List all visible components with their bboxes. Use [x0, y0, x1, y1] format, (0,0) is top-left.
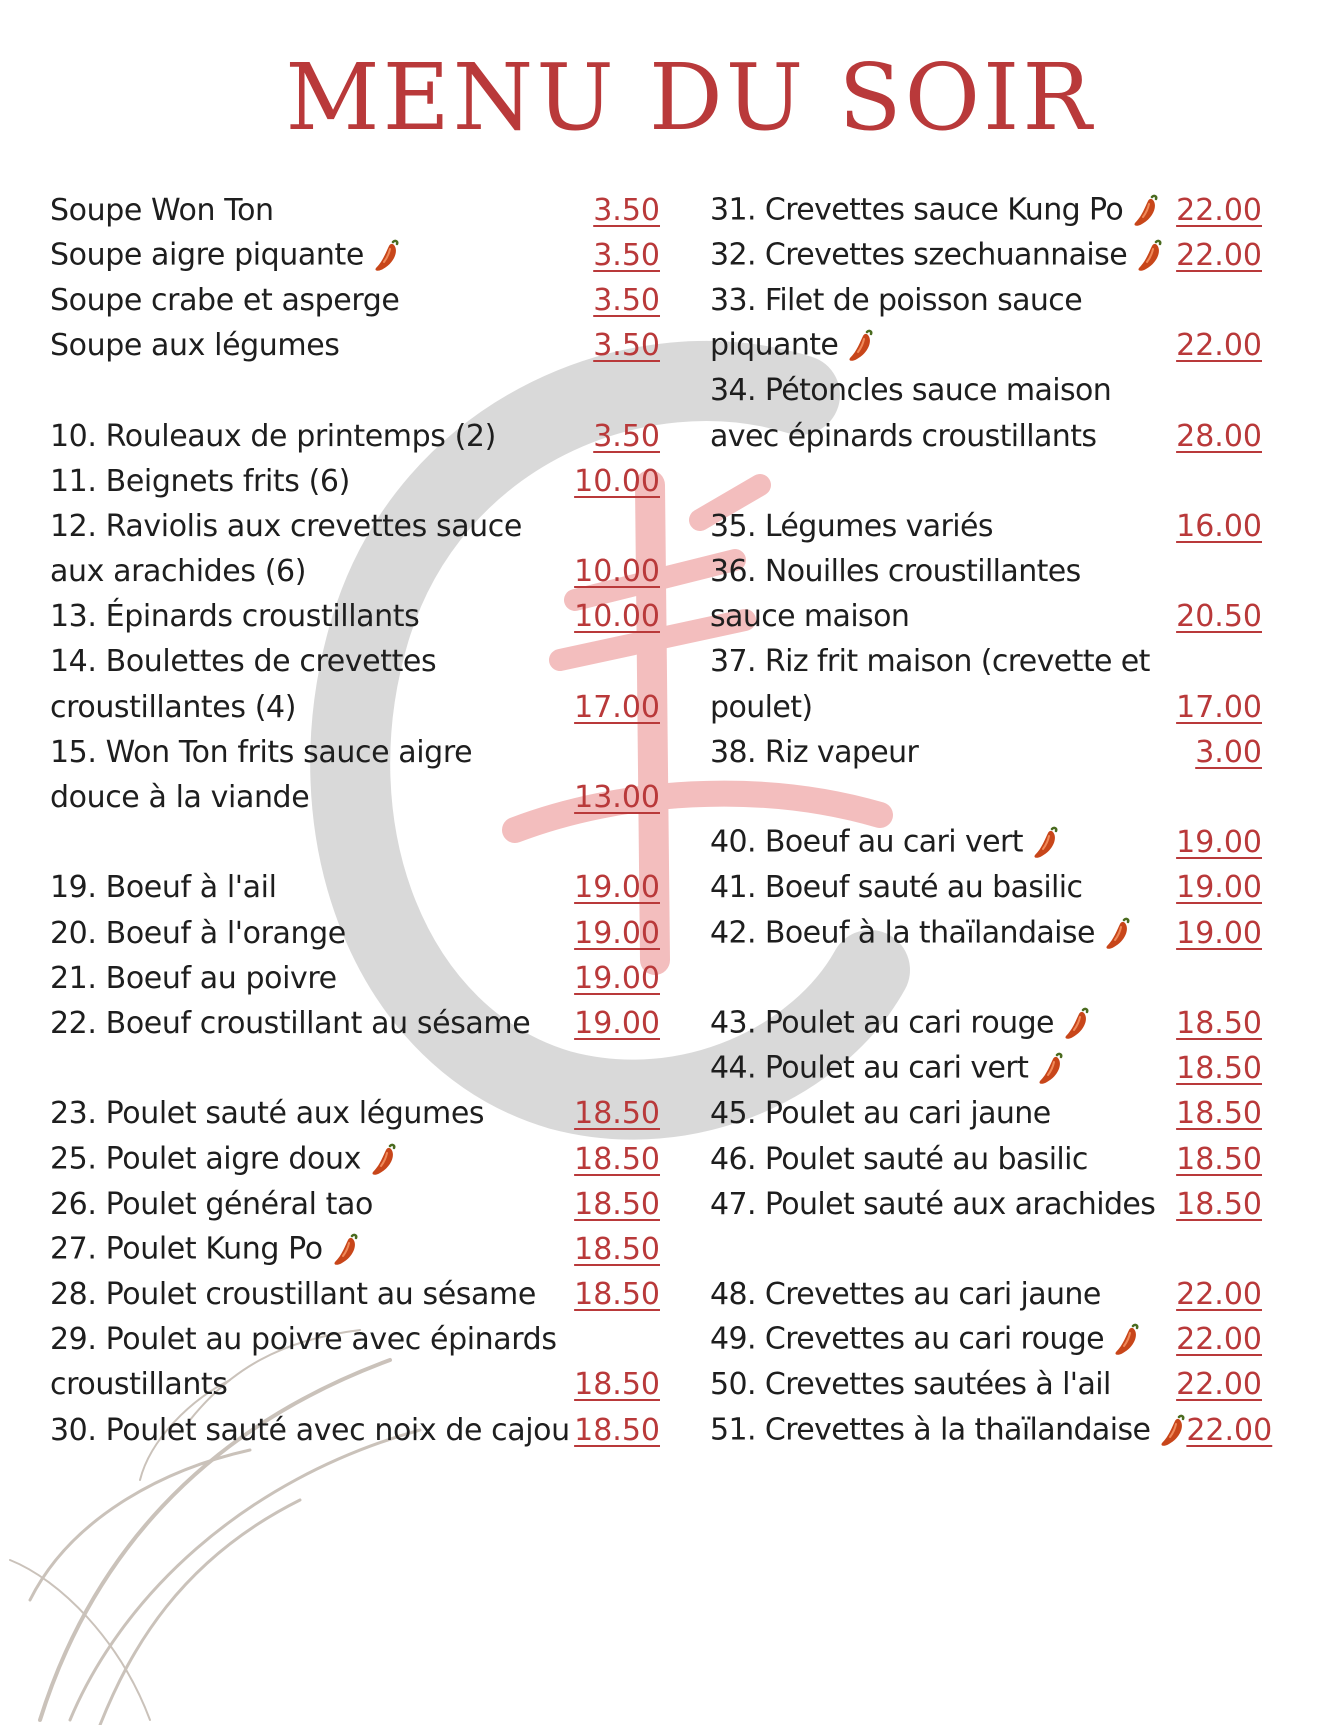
- dish-name-text: 46. Poulet sauté au basilic: [710, 1141, 1088, 1177]
- menu-item-line: [710, 369, 1262, 414]
- dish-price: 18.50: [1176, 1186, 1262, 1222]
- dish-name: [710, 554, 1262, 590]
- dish-name-text: 12. Raviolis aux crevettes sauce: [50, 508, 522, 544]
- dish-name-text: 37. Riz frit maison (crevette et: [710, 644, 1150, 680]
- dish-name: [710, 599, 1176, 635]
- dish-price: 3.50: [593, 418, 660, 454]
- spacer-line: [710, 1227, 1262, 1272]
- menu-item-line: [50, 233, 660, 278]
- spacer-line: [710, 956, 1262, 1001]
- menu-item-line: [710, 1047, 1262, 1092]
- dish-name: [50, 960, 574, 996]
- menu-item-line: [710, 1363, 1262, 1408]
- dish-name: [50, 418, 593, 454]
- dish-name: [50, 1277, 574, 1313]
- dish-name: [50, 1412, 574, 1448]
- menu-item-line: [710, 595, 1262, 640]
- dish-name-text: 19. Boeuf à l'ail: [50, 870, 277, 906]
- dish-price: 19.00: [574, 915, 660, 951]
- menu-item-line: [710, 324, 1262, 369]
- dish-name: [710, 1141, 1176, 1177]
- dish-price: 18.50: [574, 1412, 660, 1448]
- dish-name-text: 10. Rouleaux de printemps (2): [50, 418, 496, 454]
- dish-name: [710, 870, 1176, 906]
- menu-item-line: [50, 775, 660, 820]
- menu-item-line: [710, 1137, 1262, 1182]
- dish-price: 18.50: [1176, 1051, 1262, 1087]
- menu-item-line: [710, 1273, 1262, 1318]
- dish-price: 18.50: [1176, 1096, 1262, 1132]
- dish-price: 19.00: [1176, 870, 1262, 906]
- menu-item-line: [710, 1318, 1262, 1363]
- dish-name: [710, 239, 1176, 273]
- dish-name-text: douce à la viande: [50, 780, 310, 816]
- chili-pepper-icon: [1031, 826, 1059, 860]
- dish-name-text: 27. Poulet Kung Po: [50, 1231, 323, 1267]
- dish-price: 18.50: [574, 1231, 660, 1267]
- menu-item-line: [710, 1182, 1262, 1227]
- dish-price: 19.00: [1176, 825, 1262, 861]
- dish-price: 19.00: [1176, 915, 1262, 951]
- dish-name: [710, 1367, 1176, 1403]
- menu-item-line: [50, 550, 660, 595]
- dish-name-text: croustillantes (4): [50, 689, 297, 725]
- dish-name: [50, 192, 593, 228]
- dish-name: [710, 194, 1176, 228]
- dish-price: 22.00: [1176, 192, 1262, 228]
- menu-item-line: [710, 685, 1262, 730]
- menu-item-line: [50, 1001, 660, 1046]
- dish-name: [50, 282, 593, 318]
- dish-name: [710, 282, 1262, 318]
- dish-price: 18.50: [574, 1141, 660, 1177]
- menu-item-line: [50, 1137, 660, 1182]
- menu-item-line: [50, 278, 660, 323]
- dish-name-text: 47. Poulet sauté aux arachides: [710, 1186, 1156, 1222]
- menu-item-line: [50, 866, 660, 911]
- dish-name: [710, 418, 1176, 454]
- dish-name: [710, 689, 1176, 725]
- dish-name-text: 40. Boeuf au cari vert: [710, 824, 1023, 860]
- menu-item-line: [50, 188, 660, 233]
- menu-item-line: [50, 1092, 660, 1137]
- menu-item-line: [710, 278, 1262, 323]
- dish-name-text: aux arachides (6): [50, 554, 306, 590]
- spacer-line: [710, 459, 1262, 504]
- chili-pepper-icon: [1062, 1007, 1090, 1041]
- dish-price: 22.00: [1176, 237, 1262, 273]
- dish-price: 22.00: [1176, 328, 1262, 364]
- dish-name: [50, 734, 660, 770]
- dish-price: 19.00: [574, 870, 660, 906]
- dish-name: [50, 508, 660, 544]
- chili-pepper-icon: [1135, 239, 1163, 273]
- dish-name-text: 38. Riz vapeur: [710, 734, 919, 770]
- chili-pepper-icon: [1103, 917, 1131, 951]
- dish-price: 3.50: [593, 192, 660, 228]
- dish-name: [50, 780, 574, 816]
- dish-name: [710, 1052, 1176, 1086]
- dish-name-text: 15. Won Ton frits sauce aigre: [50, 734, 473, 770]
- dish-price: 18.50: [574, 1096, 660, 1132]
- menu-item-line: [710, 188, 1262, 233]
- dish-name-text: 42. Boeuf à la thaïlandaise: [710, 915, 1095, 951]
- chili-pepper-icon: [1158, 1414, 1186, 1448]
- dish-name-text: 49. Crevettes au cari rouge: [710, 1321, 1105, 1357]
- dish-name: [50, 1143, 574, 1177]
- dish-price: 18.50: [1176, 1005, 1262, 1041]
- menu-item-line: [710, 911, 1262, 956]
- dish-price: 10.00: [574, 463, 660, 499]
- menu-item-line: [50, 504, 660, 549]
- dish-name: [50, 1096, 574, 1132]
- dish-name-text: 41. Boeuf sauté au basilic: [710, 870, 1083, 906]
- menu-item-line: [710, 1408, 1273, 1453]
- spacer-line: [50, 1047, 660, 1092]
- menu-item-line: [50, 1363, 660, 1408]
- dish-name-text: 43. Poulet au cari rouge: [710, 1005, 1054, 1041]
- chili-pepper-icon: [1112, 1323, 1140, 1357]
- dish-name: [710, 644, 1262, 680]
- menu-item-line: [50, 911, 660, 956]
- dish-name: [710, 734, 1195, 770]
- dish-name-text: piquante: [710, 327, 839, 363]
- dish-name: [50, 599, 574, 635]
- dish-name-text: poulet): [710, 689, 813, 725]
- menu-item-line: [50, 640, 660, 685]
- chili-pepper-icon: [369, 1143, 397, 1177]
- menu-item-line: [710, 640, 1262, 685]
- dish-price: 18.50: [574, 1277, 660, 1313]
- menu-item-line: [710, 730, 1262, 775]
- dish-name-text: 50. Crevettes sautées à l'ail: [710, 1367, 1111, 1403]
- menu-column-right: [710, 188, 1273, 1453]
- menu-item-line: [710, 821, 1262, 866]
- menu-item-line: [710, 550, 1262, 595]
- dish-name-text: 29. Poulet au poivre avec épinards: [50, 1322, 557, 1358]
- chili-pepper-icon: [1036, 1052, 1064, 1086]
- dish-price: 3.00: [1195, 734, 1262, 770]
- dish-name-text: Soupe Won Ton: [50, 192, 274, 228]
- dish-name-text: 36. Nouilles croustillantes: [710, 554, 1081, 590]
- menu-item-line: [50, 324, 660, 369]
- menu-item-line: [710, 233, 1262, 278]
- dish-name-text: croustillants: [50, 1367, 228, 1403]
- dish-name: [50, 915, 574, 951]
- menu-item-line: [50, 956, 660, 1001]
- dish-name: [50, 689, 574, 725]
- dish-name: [50, 239, 593, 273]
- dish-price: 18.50: [574, 1186, 660, 1222]
- menu-item-line: [50, 1408, 660, 1453]
- dish-price: 10.00: [574, 554, 660, 590]
- menu-item-line: [50, 730, 660, 775]
- chili-pepper-icon: [331, 1233, 359, 1267]
- dish-name: [710, 1277, 1176, 1313]
- dish-name: [710, 826, 1176, 860]
- spacer-line: [710, 775, 1262, 820]
- dish-price: 13.00: [574, 780, 660, 816]
- dish-name-text: Soupe crabe et asperge: [50, 282, 400, 318]
- dish-name-text: 32. Crevettes szechuannaise: [710, 237, 1128, 273]
- dish-price: 3.50: [593, 282, 660, 318]
- dish-name: [710, 508, 1176, 544]
- menu-column-left: [50, 188, 660, 1453]
- dish-name: [710, 329, 1176, 363]
- dish-name-text: 14. Boulettes de crevettes: [50, 644, 437, 680]
- dish-name-text: avec épinards croustillants: [710, 418, 1097, 454]
- dish-name: [50, 1186, 574, 1222]
- menu-item-line: [50, 459, 660, 504]
- chili-pepper-icon: [846, 329, 874, 363]
- dish-name: [710, 1007, 1176, 1041]
- menu-item-line: [50, 1318, 660, 1363]
- spacer-line: [50, 821, 660, 866]
- menu-item-line: [50, 1227, 660, 1272]
- dish-price: 18.50: [1176, 1141, 1262, 1177]
- dish-name-text: 45. Poulet au cari jaune: [710, 1096, 1051, 1132]
- menu-item-line: [50, 1182, 660, 1227]
- dish-name-text: 26. Poulet général tao: [50, 1186, 373, 1222]
- menu-item-line: [50, 685, 660, 730]
- dish-price: 22.00: [1176, 1322, 1262, 1358]
- dish-name: [710, 917, 1176, 951]
- chili-pepper-icon: [1131, 194, 1159, 228]
- dish-name: [50, 463, 574, 499]
- menu-item-line: [50, 1273, 660, 1318]
- dish-price: 20.50: [1176, 599, 1262, 635]
- dish-price: 22.00: [1186, 1412, 1273, 1448]
- dish-name-text: Soupe aux légumes: [50, 328, 340, 364]
- dish-price: 18.50: [574, 1367, 660, 1403]
- dish-name-text: 35. Légumes variés: [710, 508, 993, 544]
- dish-name-text: Soupe aigre piquante: [50, 237, 364, 273]
- dish-price: 19.00: [574, 960, 660, 996]
- dish-name-text: 51. Crevettes à la thaïlandaise: [710, 1412, 1151, 1448]
- dish-name: [50, 1367, 574, 1403]
- dish-name: [710, 373, 1262, 409]
- dish-name-text: 28. Poulet croustillant au sésame: [50, 1277, 536, 1313]
- dish-price: 3.50: [593, 328, 660, 364]
- dish-name-text: 25. Poulet aigre doux: [50, 1141, 361, 1177]
- dish-name: [50, 1233, 574, 1267]
- menu-item-line: [50, 414, 660, 459]
- dish-price: 17.00: [1176, 689, 1262, 725]
- dish-name-text: 48. Crevettes au cari jaune: [710, 1277, 1101, 1313]
- dish-name-text: 21. Boeuf au poivre: [50, 960, 337, 996]
- menu-item-line: [710, 866, 1262, 911]
- menu-item-line: [710, 1092, 1262, 1137]
- dish-name: [50, 644, 660, 680]
- dish-name-text: 22. Boeuf croustillant au sésame: [50, 1005, 531, 1041]
- dish-price: 16.00: [1176, 508, 1262, 544]
- dish-name: [50, 554, 574, 590]
- dish-name-text: 30. Poulet sauté avec noix de cajou: [50, 1412, 570, 1448]
- menu-item-line: [710, 1001, 1262, 1046]
- menu-item-line: [710, 414, 1262, 459]
- dish-name-text: 34. Pétoncles sauce maison: [710, 373, 1112, 409]
- menu-item-line: [50, 595, 660, 640]
- dish-name-text: 23. Poulet sauté aux légumes: [50, 1096, 485, 1132]
- dish-price: 10.00: [574, 599, 660, 635]
- dish-price: 22.00: [1176, 1277, 1262, 1313]
- dish-name-text: 11. Beignets frits (6): [50, 463, 350, 499]
- dish-name: [710, 1096, 1176, 1132]
- dish-name-text: 33. Filet de poisson sauce: [710, 282, 1083, 318]
- dish-name: [50, 1005, 574, 1041]
- dish-name-text: sauce maison: [710, 599, 910, 635]
- chili-pepper-icon: [372, 239, 400, 273]
- dish-name: [710, 1414, 1186, 1448]
- dish-price: 3.50: [593, 237, 660, 273]
- dish-name: [710, 1323, 1176, 1357]
- dish-price: 22.00: [1176, 1367, 1262, 1403]
- dish-name: [50, 870, 574, 906]
- menu-title: MENU DU SOIR: [285, 44, 1095, 151]
- dish-price: 28.00: [1176, 418, 1262, 454]
- dish-name: [710, 1186, 1176, 1222]
- dish-name-text: 44. Poulet au cari vert: [710, 1050, 1029, 1086]
- dish-price: 19.00: [574, 1005, 660, 1041]
- dish-name-text: 13. Épinards croustillants: [50, 599, 420, 635]
- menu-item-line: [710, 504, 1262, 549]
- dish-name-text: 20. Boeuf à l'orange: [50, 915, 346, 951]
- spacer-line: [50, 369, 660, 414]
- dish-price: 17.00: [574, 689, 660, 725]
- dish-name: [50, 1322, 660, 1358]
- dish-name: [50, 328, 593, 364]
- dish-name-text: 31. Crevettes sauce Kung Po: [710, 192, 1124, 228]
